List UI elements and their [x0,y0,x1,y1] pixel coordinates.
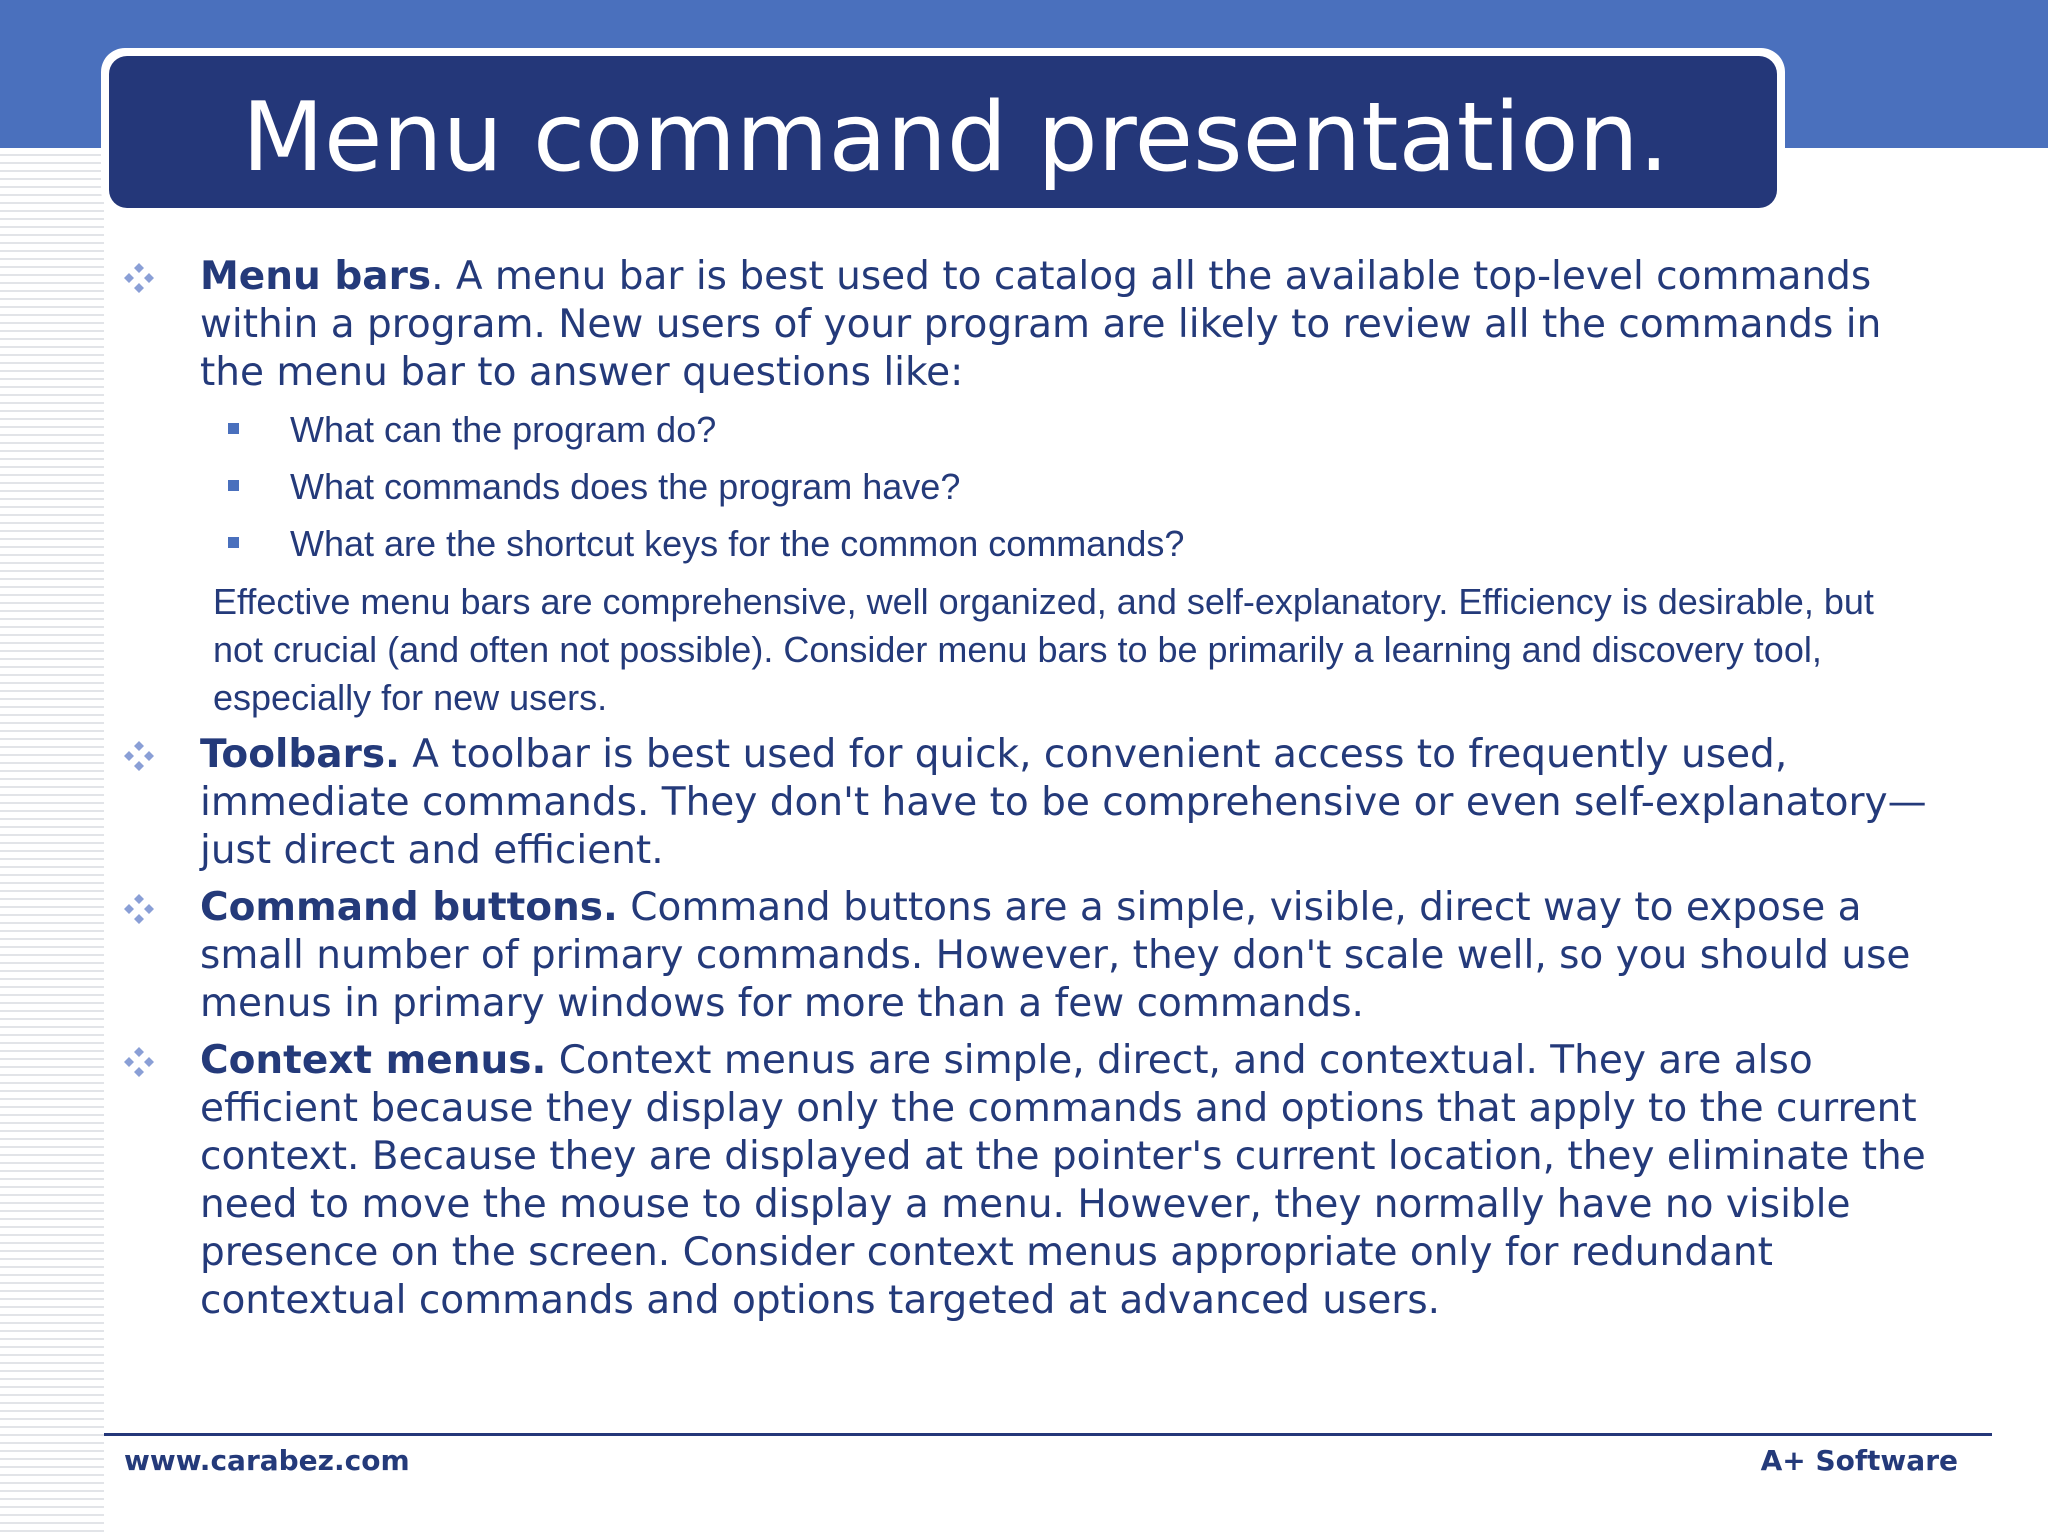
footer-company: A+ Software [1760,1444,1958,1477]
list-item-text: What are the shortcut keys for the common commands? [290,523,1185,564]
bullet-context-menus [200,1037,1940,1325]
menu-bar-note: Effective menu bars are comprehensive, well organized, and self-explanatory. Efficiency is desirable, but not crucial (and often not possible). Consider menu bars to be primarily a learning and discovery tool, especially for new users. [213,581,1874,718]
footer-divider [104,1433,1992,1436]
four-diamond-bullet-icon [122,1045,156,1079]
list-item-text: What commands does the program have? [290,466,961,507]
menu-bar-questions-list [228,401,1948,572]
bullet-text [200,731,1940,875]
four-diamond-bullet-icon [122,739,156,773]
bullet-text [200,1037,1940,1325]
square-bullet-icon [228,480,239,491]
bullet-heading: Command buttons. [200,885,618,930]
bullet-heading: Toolbars. [200,732,400,777]
bullet-heading: Context menus. [200,1038,547,1083]
list-item [228,458,1948,515]
list-item [228,401,1948,458]
bullet-body: . A menu bar is best used to catalog all the available top-level commands within a program. New users of your program are likely to review all the commands in the menu bar to answer questions like: [200,254,1882,395]
bullet-text [200,253,1940,397]
four-diamond-bullet-icon [122,261,156,295]
bullet-toolbars [200,731,1940,875]
left-stripe-decoration [0,148,104,1536]
four-diamond-bullet-icon [122,892,156,926]
bullet-menu-bars [200,253,1940,397]
bullet-text [200,884,1940,1028]
square-bullet-icon [228,537,239,548]
square-bullet-icon [228,423,239,434]
bullet-body: Context menus are simple, direct, and contextual. They are also efficient because they display only the commands and options that apply to the current context. Because they are displayed at the pointer's current location, they eliminate the need to move the mouse to display a menu. However, they normally have no visible presence on the screen. Consider context menus appropriate only for redundant contextual commands and options targeted at advanced users. [200,1038,1926,1323]
footer-website: www.carabez.com [124,1444,410,1477]
slide-title: Menu command presentation. [242,83,1669,193]
list-item [228,515,1948,572]
bullet-body: A toolbar is best used for quick, convenient access to frequently used, immediate commands. They don't have to be comprehensive or even self-explanatory—just direct and efficient. [200,732,1927,873]
list-item-text: What can the program do? [290,409,717,450]
bullet-body: Command buttons are a simple, visible, direct way to expose a small number of primary commands. However, they don't scale well, so you should use menus in primary windows for more than a few commands. [200,885,1911,1026]
bullet-command-buttons [200,884,1940,1028]
bullet-heading: Menu bars [200,254,432,299]
